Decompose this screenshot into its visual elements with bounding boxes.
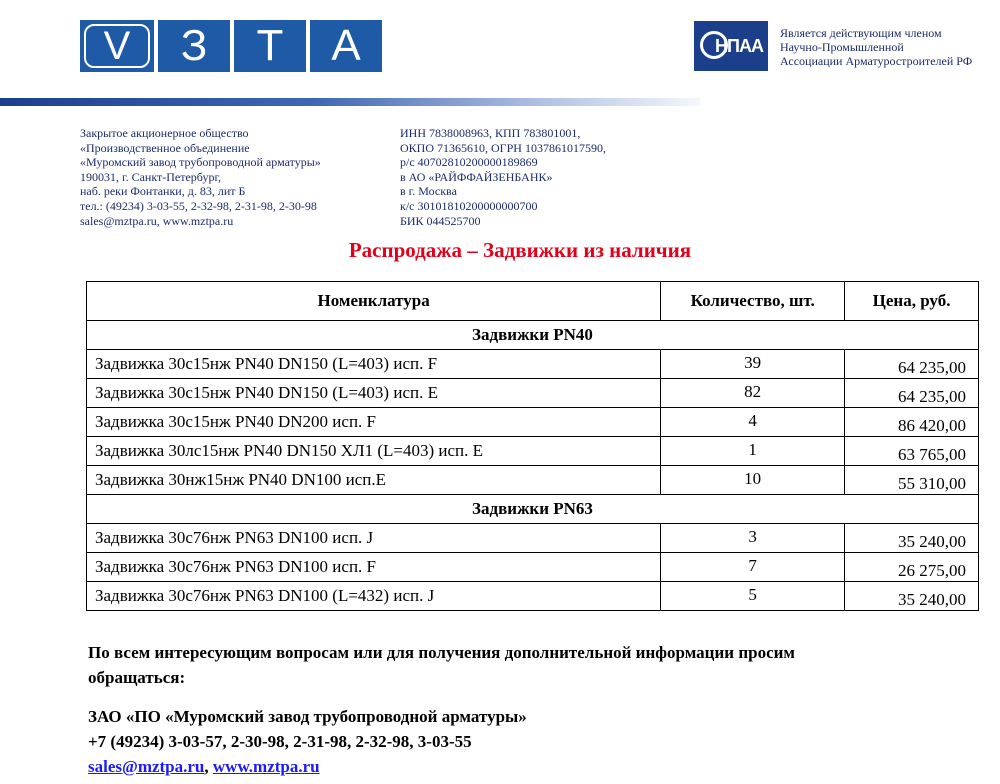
item-name: Задвижка 30с15нж PN40 DN150 (L=403) исп. E — [87, 379, 661, 408]
group-title: Задвижки PN63 — [87, 495, 979, 524]
item-name: Задвижка 30с76нж PN63 DN100 (L=432) исп. J — [87, 582, 661, 611]
item-name: Задвижка 30с76нж PN63 DN100 исп. J — [87, 524, 661, 553]
requisites-line: в АО «РАЙФФАЙЗЕНБАНК» — [400, 169, 553, 184]
npaa-membership-text — [780, 26, 1000, 68]
email-link[interactable]: sales@mztpa.ru — [88, 757, 205, 776]
requisites-line: ОКПО 71365610, ОГРН 1037861017590, — [400, 140, 606, 155]
column-header-qty: Количество, шт. — [661, 282, 845, 321]
item-price: 64 235,00 — [845, 379, 979, 408]
table-row — [87, 379, 979, 408]
item-name: Задвижка 30с15нж PN40 DN150 (L=403) исп. F — [87, 350, 661, 379]
website-link[interactable]: www.mztpa.ru — [212, 757, 320, 776]
table-row — [87, 524, 979, 553]
contact-company-name: ЗАО «ПО «Муромский завод трубопроводной арматуры» — [88, 707, 527, 726]
item-price: 35 240,00 — [845, 524, 979, 553]
contact-prompt-line: По всем интересующим вопросам или для получения дополнительной информации просим — [88, 643, 795, 662]
group-title: Задвижки PN40 — [87, 321, 979, 350]
mzta-logo — [80, 20, 382, 72]
item-quantity: 7 — [661, 553, 845, 582]
item-name: Задвижка 30с15нж PN40 DN200 исп. F — [87, 408, 661, 437]
npaa-text-line: Ассоциации Арматуростроителей РФ — [780, 54, 973, 68]
logo-letter: А — [310, 20, 382, 72]
item-price: 64 235,00 — [845, 350, 979, 379]
table-row — [87, 466, 979, 495]
table-group-row — [87, 495, 979, 524]
stock-table — [86, 281, 979, 611]
requisites-line: БИК 044525700 — [400, 213, 481, 228]
item-quantity: 39 — [661, 350, 845, 379]
item-price: 26 275,00 — [845, 553, 979, 582]
company-info-line: Закрытое акционерное общество — [80, 126, 249, 140]
company-info-line: 190031, г. Санкт-Петербург, — [80, 169, 222, 184]
item-name: Задвижка 30лс15нж PN40 DN150 ХЛ1 (L=403) исп. E — [87, 437, 661, 466]
contact-links — [88, 754, 988, 779]
company-address-block — [80, 126, 321, 228]
table-group-row — [87, 321, 979, 350]
item-quantity: 10 — [661, 466, 845, 495]
npaa-logo-text: НПАА — [715, 35, 763, 56]
logo-letter: Т — [234, 20, 306, 72]
item-price: 35 240,00 — [845, 582, 979, 611]
item-quantity: 82 — [661, 379, 845, 408]
logo-m-icon: V — [80, 20, 154, 72]
table-row — [87, 582, 979, 611]
item-quantity: 3 — [661, 524, 845, 553]
npaa-text-line: Является действующим членом — [780, 26, 942, 40]
company-info-line: тел.: (49234) 3-03-55, 2-32-98, 2-31-98, 2-30-98 — [80, 198, 317, 213]
link-separator: , — [204, 757, 209, 776]
item-quantity: 4 — [661, 408, 845, 437]
contact-block — [88, 640, 988, 779]
table-row — [87, 437, 979, 466]
item-quantity: 1 — [661, 437, 845, 466]
column-header-price: Цена, руб. — [845, 282, 979, 321]
item-price: 86 420,00 — [845, 408, 979, 437]
item-price: 63 765,00 — [845, 437, 979, 466]
column-header-name: Номенклатура — [87, 282, 661, 321]
table-row — [87, 350, 979, 379]
company-info-line: «Производственное объединение — [80, 140, 250, 155]
npaa-text-line: Научно-Промышленной — [780, 40, 904, 54]
document-title: Распродажа – Задвижки из наличия — [348, 238, 692, 262]
npaa-logo — [694, 21, 768, 71]
item-name: Задвижка 30нж15нж PN40 DN100 исп.E — [87, 466, 661, 495]
logo-letter: З — [158, 20, 230, 72]
requisites-line: к/с 30101810200000000700 — [400, 198, 538, 213]
item-price: 55 310,00 — [845, 466, 979, 495]
company-info-line: наб. реки Фонтанки, д. 83, лит Б — [80, 184, 246, 199]
contact-phones: +7 (49234) 3-03-57, 2-30-98, 2-31-98, 2-32-98, 3-03-55 — [88, 732, 472, 751]
requisites-line: ИНН 7838008963, КПП 783801001, — [400, 126, 581, 140]
company-requisites-block — [400, 126, 606, 228]
requisites-line: р/с 40702810200000189869 — [400, 155, 538, 170]
requisites-line: в г. Москва — [400, 184, 457, 199]
table-row — [87, 553, 979, 582]
item-name: Задвижка 30с76нж PN63 DN100 исп. F — [87, 553, 661, 582]
company-info-line: «Муромский завод трубопроводной арматуры» — [80, 155, 321, 170]
contact-prompt-line: обращаться: — [88, 668, 186, 687]
table-header-row — [87, 282, 979, 321]
table-row — [87, 408, 979, 437]
header-divider — [0, 98, 700, 106]
item-quantity: 5 — [661, 582, 845, 611]
company-info-line: sales@mztpa.ru, www.mztpa.ru — [80, 213, 234, 228]
